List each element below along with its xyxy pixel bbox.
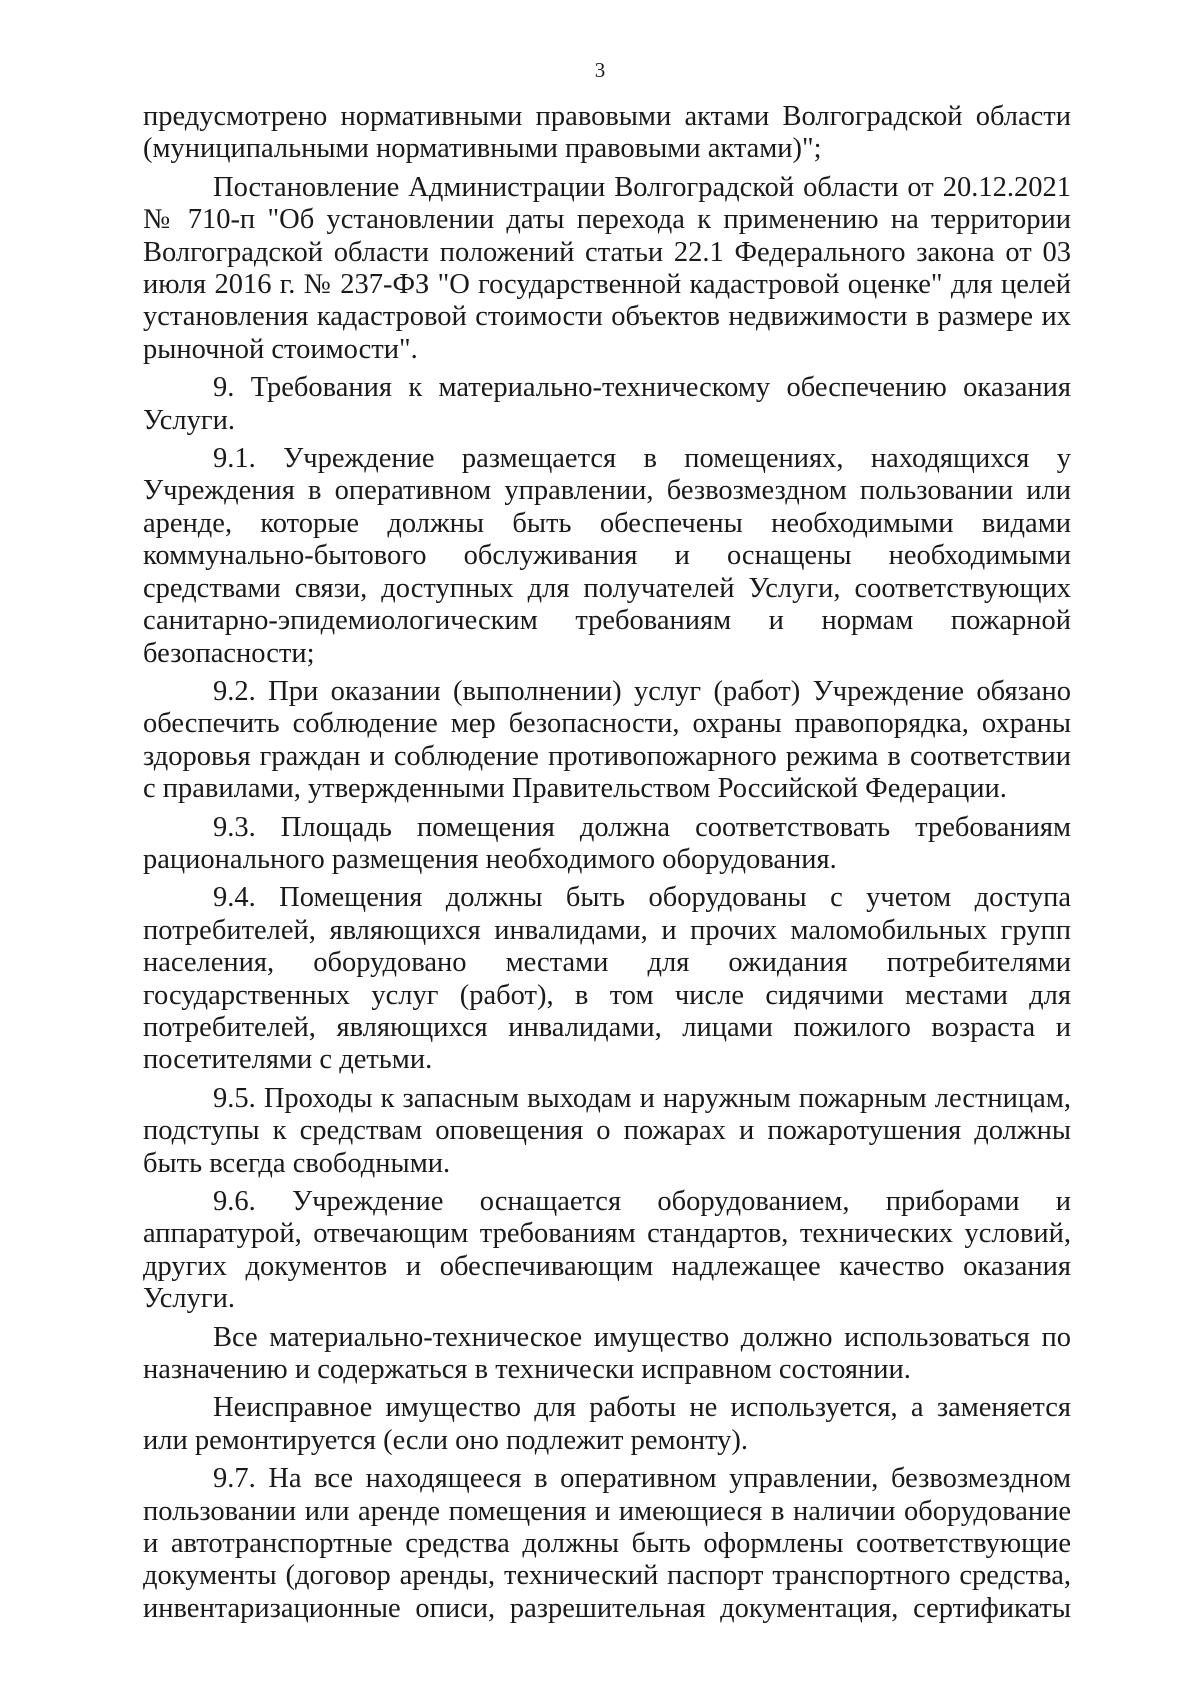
paragraph: Неисправное имущество для работы не используется, а заменяется или ремонтируется (если оно подлежит ремонту). [143, 1392, 1071, 1456]
paragraph: Постановление Администрации Волгоградской области от 20.12.2021 № 710-п "Об установлении даты перехода к применению на территории Волгоградской области положений статьи 22.1 Федерального закона от 03 июля 2016 г. № 237-ФЗ "О государственной кадастровой оценке" для целей установления кадастровой стоимости объектов недвижимости в размере их рыночной стоимости". [143, 171, 1071, 365]
paragraph: 9.4. Помещения должны быть оборудованы с учетом доступа потребителей, являющихся инвалидами, и прочих маломобильных групп населения, оборудовано местами для ожидания потребителями государственных услуг (работ), в том числе сидячими местами для потребителей, являющихся инвалидами, лицами пожилого возраста и посетителями с детьми. [143, 882, 1071, 1076]
paragraph: предусмотрено нормативными правовыми актами Волгоградской области (муниципальными нормативными правовыми актами)"; [143, 101, 1071, 165]
paragraph: 9.3. Площадь помещения должна соответствовать требованиям рационального размещения необходимого оборудования. [143, 811, 1071, 875]
paragraph: 9.1. Учреждение размещается в помещениях, находящихся у Учреждения в оперативном управлении, безвозмездном пользовании или аренде, которые должны быть обеспечены необходимыми видами коммунально-бытового обслуживания и оснащены необходимыми средствами связи, доступных для получателей Услуги, соответствующих санитарно-эпидемиологическим требованиям и нормам пожарной безопасности; [143, 443, 1071, 669]
paragraph: 9.5. Проходы к запасным выходам и наружным пожарным лестницам, подступы к средствам оповещения о пожарах и пожаротушения должны быть всегда свободными. [143, 1082, 1071, 1179]
paragraph: 9.7. На все находящееся в оперативном управлении, безвозмездном пользовании или аренде помещения и имеющиеся в наличии оборудование и автотранспортные средства должны быть оформлены соответствующие документы (договор аренды, технический паспорт транспортного средства, инвентаризационные описи, разрешительная документация, сертификаты [143, 1463, 1071, 1624]
document-body [143, 101, 1071, 1631]
paragraph: Все материально-техническое имущество должно использоваться по назначению и содержаться в технически исправном состоянии. [143, 1321, 1071, 1386]
paragraph: 9.6. Учреждение оснащается оборудованием, приборами и аппаратурой, отвечающим требованиям стандартов, технических условий, других документов и обеспечивающим надлежащее качество оказания Услуги. [143, 1186, 1071, 1315]
page-number: 3 [594, 58, 606, 82]
paragraph: 9.2. При оказании (выполнении) услуг (работ) Учреждение обязано обеспечить соблюдение мер безопасности, охраны правопорядка, охраны здоровья граждан и соблюдение противопожарного режима в соответствии с правилами, утвержденными Правительством Российской Федерации. [143, 675, 1071, 805]
paragraph: 9. Требования к материально-техническому обеспечению оказания Услуги. [143, 372, 1071, 436]
